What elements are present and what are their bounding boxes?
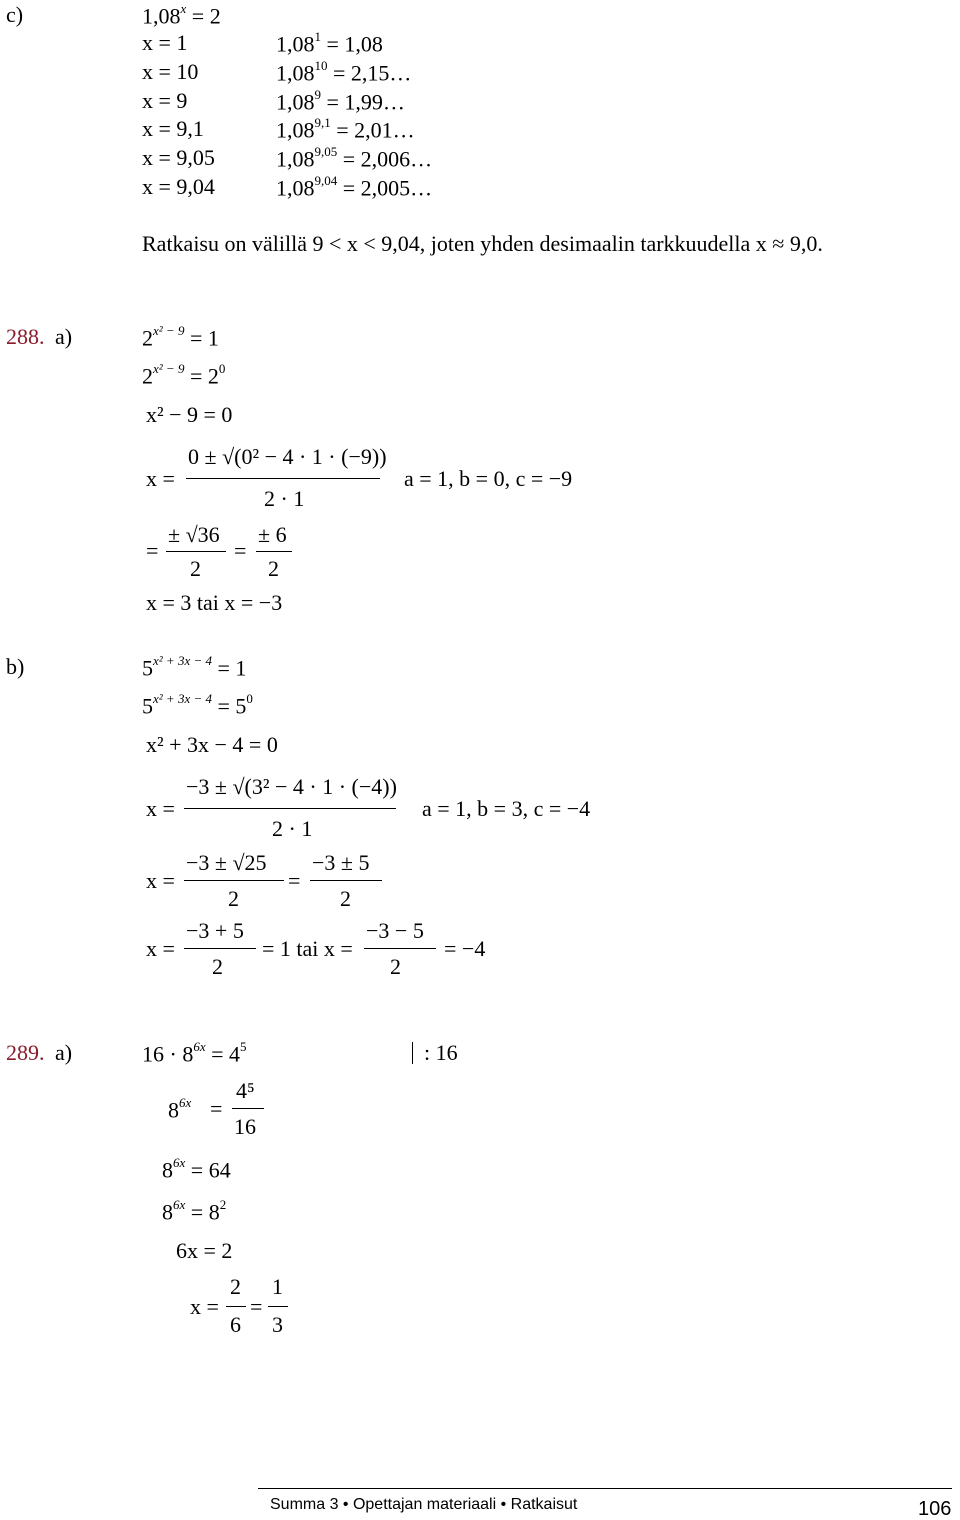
- c-row-1-left: x = 1: [142, 30, 188, 55]
- p288a-eq-sign-1: =: [146, 538, 159, 563]
- p288b-x-eq-1: x =: [146, 796, 175, 821]
- p288b-frac5-den: 2: [390, 954, 401, 979]
- p289-eq6-den2: 3: [272, 1312, 283, 1337]
- p288a-eq2: $2^{x^2 - 9} = 2^0$: [142, 361, 226, 389]
- c-row-4-left: x = 9,1: [142, 116, 204, 141]
- c-conclusion: Ratkaisu on välillä 9 < x < 9,04, joten yhden desimaalin tarkkuudella x ≈ 9,0.: [142, 231, 823, 256]
- p288b-eq2: $5^{x^2 + 3x - 4} = 5^0$: [142, 691, 253, 719]
- footer-text: Summa 3 • Opettajan materiaali • Ratkaisut: [270, 1496, 578, 1513]
- p288a-frac3-den: 2: [268, 556, 279, 581]
- p288b-frac2-num: −3 ± √25: [186, 850, 267, 875]
- p288b-frac4-den: 2: [212, 954, 223, 979]
- p288b-frac2-den: 2: [228, 886, 239, 911]
- part-c-label: c): [6, 2, 24, 27]
- p288b-frac3-bar: [310, 880, 382, 881]
- p288b-frac4-num: −3 + 5: [186, 918, 244, 943]
- p289-eq2-num: 4⁵: [236, 1078, 255, 1103]
- p289-eq6-bar2: [268, 1306, 288, 1307]
- p288a-frac2-num: ± √36: [168, 522, 220, 547]
- p288a-frac2-den: 2: [190, 556, 201, 581]
- c-row-0: $1,08^x = 2$: [142, 1, 221, 29]
- c-row-5-left: x = 9,05: [142, 145, 215, 170]
- p288b-eq1: $5^{x^2 + 3x - 4} = 1$: [142, 653, 247, 681]
- p288a-eq1: $2^{x^2 - 9} = 1$: [142, 323, 219, 351]
- p288a-x-eq: x =: [146, 466, 175, 491]
- p288a-coeffs: a = 1, b = 0, c = −9: [404, 466, 573, 491]
- p289-eq5: 6x = 2: [176, 1238, 233, 1263]
- c-row-6-left: x = 9,04: [142, 174, 215, 199]
- page-number: 106: [918, 1498, 952, 1520]
- p288a-frac1-den: 2 · 1: [264, 486, 305, 511]
- problem-289-number: 289.: [6, 1040, 45, 1065]
- p288a-frac3-bar: [256, 551, 292, 552]
- p289-eq1: $16 \cdot 8^{6x} = 4^5$: [142, 1039, 247, 1067]
- c-row-5-right: $1,08^{9,05}$ = 2,006…: [276, 144, 433, 172]
- c-row-1-right: $1,08^1 = 1,08$: [276, 29, 383, 57]
- c-row-4-right: $1,08^{9,1}$ = 2,01…: [276, 115, 415, 143]
- p288b-mid: = 1 tai x =: [262, 936, 353, 961]
- p288b-frac1-bar: [184, 808, 396, 809]
- p288b-eq3: x² + 3x − 4 = 0: [146, 732, 278, 757]
- p288b-frac5-bar: [364, 948, 436, 949]
- c-row-3-right: $1,08^9$ = 1,99…: [276, 87, 405, 115]
- p288b-x-eq-3: x =: [146, 936, 175, 961]
- p289-eq6-num1: 2: [230, 1274, 241, 1299]
- p288b-coeffs: a = 1, b = 3, c = −4: [422, 796, 591, 821]
- footer-rule: [258, 1488, 952, 1489]
- p288b-frac3-num: −3 ± 5: [312, 850, 370, 875]
- p289-divide: : 16: [424, 1040, 458, 1065]
- p289-eq3: $8^{6x} = 64$: [162, 1155, 231, 1183]
- c-row-6-right: $1,08^{9,04}$ = 2,005…: [276, 173, 433, 201]
- c-row-3-left: x = 9: [142, 88, 188, 113]
- p288a-result: x = 3 tai x = −3: [146, 590, 283, 615]
- p289-eq4: $8^{6x} = 8^2$: [162, 1197, 227, 1225]
- p289-eq2-eq: =: [210, 1096, 223, 1121]
- p288b-eq-sign: =: [288, 868, 301, 893]
- p288b-x-eq-2: x =: [146, 868, 175, 893]
- p288b-frac4-bar: [184, 948, 256, 949]
- p288a-eq3: x² − 9 = 0: [146, 402, 233, 427]
- p289-eq6-eq: =: [250, 1294, 263, 1319]
- p289-eq6-num2: 1: [272, 1274, 283, 1299]
- p288a-frac1-num: 0 ± √(0² − 4 · 1 · (−9)): [188, 444, 387, 469]
- p288b-frac5-num: −3 − 5: [366, 918, 424, 943]
- p289-eq6-den1: 6: [230, 1312, 241, 1337]
- p288a-frac3-num: ± 6: [258, 522, 287, 547]
- p289-eq2-left: $8^{6x}$: [168, 1095, 192, 1123]
- p289-eq2-den: 16: [234, 1114, 256, 1139]
- p288a-eq-sign-2: =: [234, 538, 247, 563]
- p289-eq6-left: x =: [190, 1294, 219, 1319]
- c-row-2-left: x = 10: [142, 59, 199, 84]
- p288a-frac1-bar: [186, 478, 380, 479]
- problem-288-number: 288.: [6, 324, 45, 349]
- p288b-frac1-num: −3 ± √(3² − 4 · 1 · (−4)): [186, 774, 397, 799]
- c-row-2-right: $1,08^{10}$ = 2,15…: [276, 58, 412, 86]
- p289-eq6-bar1: [226, 1306, 246, 1307]
- problem-288-b-label: b): [6, 654, 25, 679]
- p288a-frac2-bar: [166, 551, 226, 552]
- p288b-frac3-den: 2: [340, 886, 351, 911]
- problem-288-a-label: a): [55, 324, 73, 349]
- p288b-frac1-den: 2 · 1: [272, 816, 313, 841]
- p288b-end: = −4: [444, 936, 486, 961]
- p289-eq2-bar: [232, 1108, 264, 1109]
- problem-289-a-label: a): [55, 1040, 73, 1065]
- p288b-frac2-bar: [184, 880, 284, 881]
- p289-divide-bar: [412, 1042, 413, 1064]
